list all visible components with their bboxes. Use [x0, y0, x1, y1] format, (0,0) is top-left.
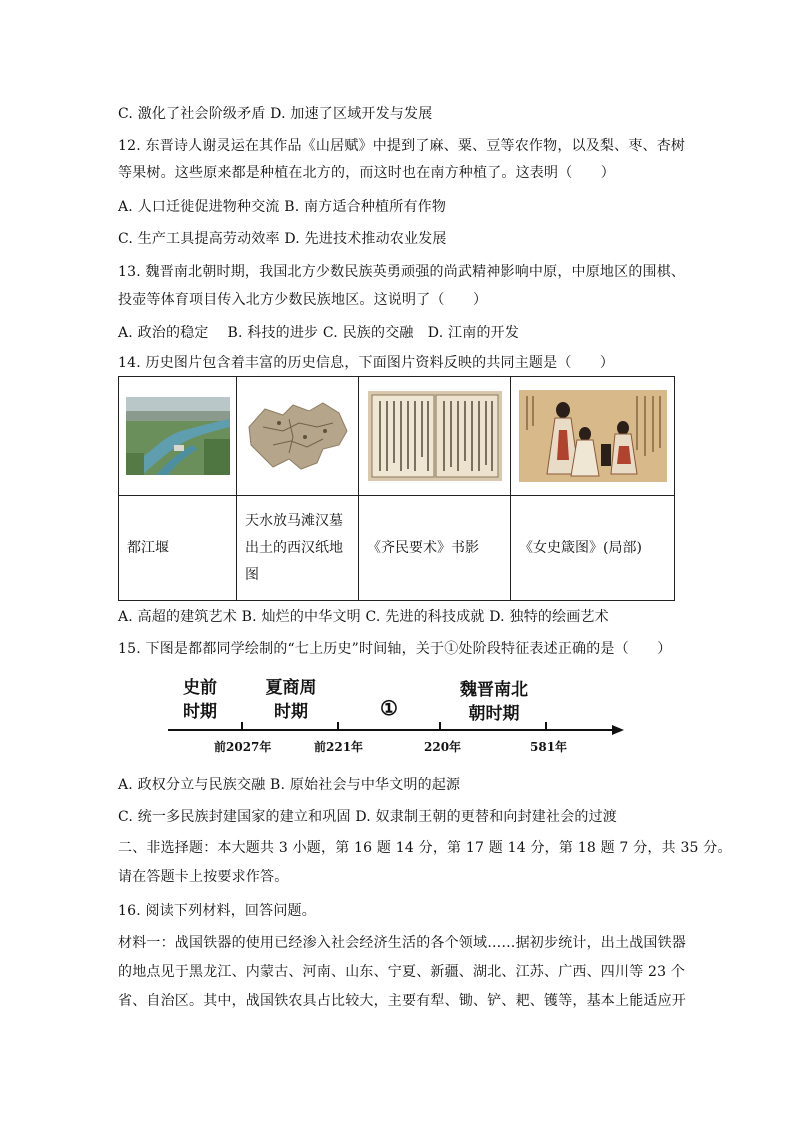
q13-stem-line2: 投壶等体育项目传入北方少数民族地区。这说明了（ ）: [118, 292, 488, 308]
q16-stem: 16. 阅读下列材料，回答问题。: [118, 903, 316, 919]
tick-220ad: 220年: [424, 740, 462, 754]
q12-option-ab: A. 人口迁徙促进物种交流 B. 南方适合种植所有作物: [118, 199, 447, 215]
nushi-zhentu-photo-cell: [511, 377, 675, 496]
period-prehistoric: 史前 时期: [183, 678, 217, 722]
caption-nushi-zhentu: 《女史箴图》(局部): [511, 496, 675, 601]
q13-options: A. 政治的稳定 B. 科技的进步 C. 民族的交融 D. 江南的开发: [118, 325, 520, 341]
tick-2027bc: 前2027年: [214, 740, 272, 754]
section2-heading-line2: 请在答题卡上按要求作答。: [118, 869, 289, 885]
q16-material1-line1: 材料一：战国铁器的使用已经渗入社会经济生活的各个领域……据初步统计，出土战国铁器: [118, 935, 686, 951]
qimin-yaoshu-photo-cell: [359, 377, 511, 496]
q15-stem: 15. 下图是都都同学绘制的“七上历史”时间轴，关于①处阶段特征表述正确的是（ ）: [118, 641, 672, 657]
dujiangyan-photo: [126, 397, 230, 475]
period-xia-shang-zhou: 夏商周 时期: [265, 678, 317, 722]
q12-option-cd: C. 生产工具提高劳动效率 D. 先进技术推动农业发展: [118, 231, 447, 247]
dujiangyan-photo-cell: [119, 377, 237, 496]
paper-map-photo-cell: [237, 377, 359, 496]
q16-material1-line3: 省、自治区。其中，战国铁农具占比较大，主要有犁、锄、铲、耙、镬等，基本上能适应开: [118, 993, 686, 1009]
q13-stem-line1: 13. 魏晋南北朝时期，我国北方少数民族英勇顽强的尚武精神影响中原，中原地区的围棋、: [118, 264, 686, 280]
tick-221bc: 前221年: [314, 740, 364, 754]
section2-heading-line1: 二、非选择题：本大题共 3 小题，第 16 题 14 分，第 17 题 14 分，第 18 题 7 分，共 35 分。: [118, 840, 732, 856]
q11-option-cd: C. 激化了社会阶级矛盾 D. 加速了区域开发与发展: [118, 106, 433, 122]
q15-option-ab: A. 政权分立与民族交融 B. 原始社会与中华文明的起源: [118, 777, 461, 793]
period-blank-1: ①: [380, 696, 398, 720]
q12-stem-line2: 等果树。这些原来都是种植在北方的，而这时也在南方种植了。这表明（ ）: [118, 165, 615, 181]
q14-picture-table: [118, 376, 675, 601]
qimin-yaoshu-photo: [368, 391, 502, 481]
tick-581ad: 581年: [530, 740, 568, 754]
q14-stem: 14. 历史图片包含着丰富的历史信息，下面图片资料反映的共同主题是（ ）: [118, 355, 615, 371]
period-wei-jin: 魏晋南北 朝时期: [460, 680, 528, 724]
q12-stem-line1: 12. 东晋诗人谢灵运在其作品《山居赋》中提到了麻、粟、豆等农作物，以及梨、枣、杏树: [118, 138, 686, 154]
q14-options: A. 高超的建筑艺术 B. 灿烂的中华文明 C. 先进的科技成就 D. 独特的绘画艺术: [118, 609, 609, 625]
q16-material1-line2: 的地点见于黑龙江、内蒙古、河南、山东、宁夏、新疆、湖北、江苏、广西、四川等 23 个: [118, 964, 686, 980]
paper-map-photo: [243, 397, 353, 475]
nushi-zhentu-photo: [519, 390, 667, 482]
q15-option-cd: C. 统一多民族封建国家的建立和巩固 D. 奴隶制王朝的更替和向封建社会的过渡: [118, 809, 617, 825]
caption-qimin-yaoshu: 《齐民要术》书影: [359, 496, 511, 601]
caption-dujiangyan: 都江堰: [119, 496, 237, 601]
q15-timeline: [160, 672, 630, 762]
caption-paper-map: 天水放马滩汉墓 出土的西汉纸地 图: [237, 496, 359, 601]
timeline-axis: [160, 720, 630, 740]
